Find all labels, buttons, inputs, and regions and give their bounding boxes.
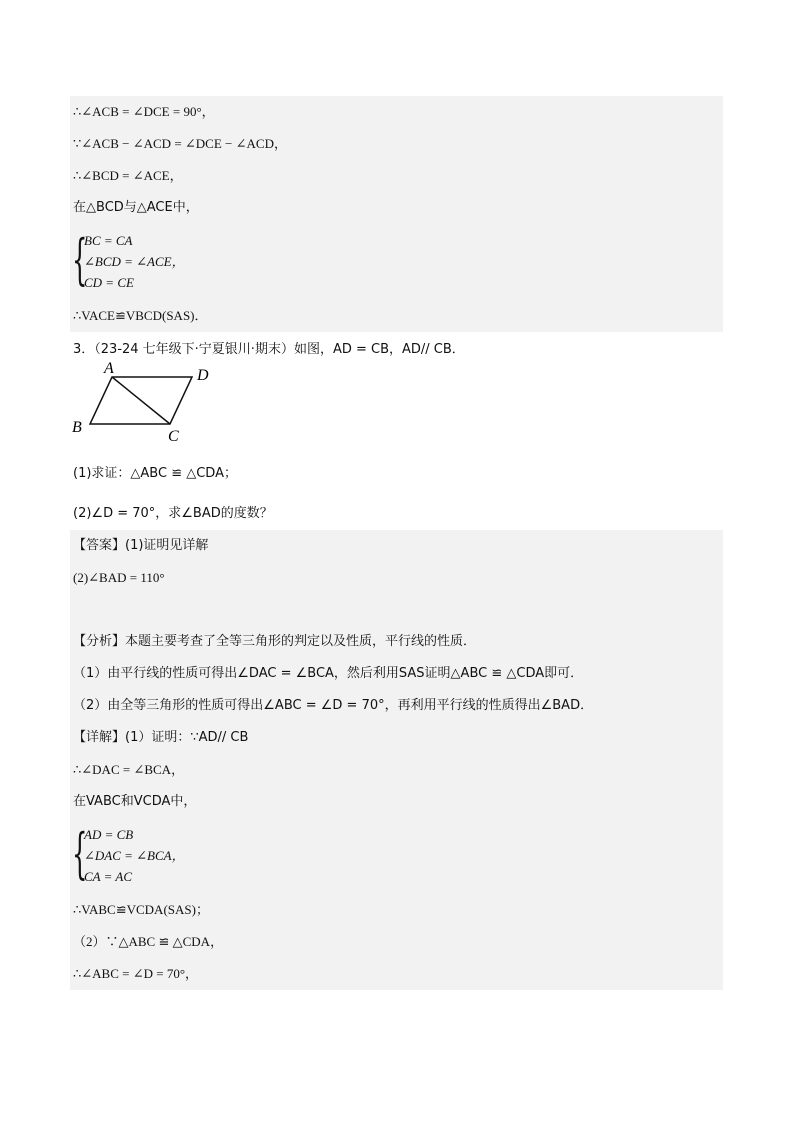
- system-row: CA = AC: [84, 869, 133, 884]
- proof-line: ∴∠ACB = ∠DCE = 90°，: [70, 96, 723, 128]
- blank-line: [70, 594, 723, 626]
- answer-line: 【答案】(1)证明见详解: [70, 530, 723, 562]
- figure-svg: [70, 360, 270, 450]
- proof-line: ∴∠BCD = ∠ACE，: [70, 160, 723, 192]
- question-part2: (2)∠D = 70°，求∠BAD的度数？: [70, 498, 723, 530]
- system-row: BC = CA: [84, 233, 133, 248]
- proof-line: ∴VACE≌VBCD(SAS)．: [70, 300, 723, 332]
- detail-line: 在VABC和VCDA中，: [70, 786, 723, 818]
- brace-symbol: {: [72, 822, 88, 885]
- label-d: D: [197, 367, 209, 384]
- question-part1: (1)求证：△ABC ≌ △CDA；: [70, 458, 723, 490]
- equation-system: [70, 224, 723, 300]
- proof-line: ∵∠ACB − ∠ACD = ∠DCE − ∠ACD，: [70, 128, 723, 160]
- diagonal-ac: [112, 377, 170, 424]
- detail-line: ∴∠DAC = ∠BCA，: [70, 754, 723, 786]
- system-row: ∠DAC = ∠BCA，: [84, 848, 185, 863]
- label-c: C: [168, 428, 179, 445]
- analysis-line: 【分析】本题主要考查了全等三角形的判定以及性质，平行线的性质．: [70, 626, 723, 658]
- document-content: [70, 96, 723, 990]
- answer-line: (2)∠BAD = 110°: [70, 562, 723, 594]
- analysis-line: （2）由全等三角形的性质可得出∠ABC = ∠D = 70°，再利用平行线的性质得出∠BAD．: [70, 690, 723, 722]
- system-row: ∠BCD = ∠ACE，: [84, 254, 185, 269]
- question-title: 3．（23-24 七年级下·宁夏银川·期末）如图，AD = CB，AD// CB．: [70, 334, 723, 366]
- proof-line: 在△BCD与△ACE中，: [70, 192, 723, 224]
- parallelogram-figure: [70, 360, 723, 498]
- detail-line: （2）∵△ABC ≌ △CDA，: [70, 926, 723, 958]
- brace-symbol: {: [72, 228, 88, 291]
- detail-line: ∴VABC≌VCDA(SAS)；: [70, 894, 723, 926]
- equation-system: [70, 818, 723, 894]
- detail-line: 【详解】(1）证明：∵AD// CB: [70, 722, 723, 754]
- system-row: AD = CB: [84, 827, 134, 842]
- label-a: A: [104, 360, 114, 377]
- detail-line: ∴∠ABC = ∠D = 70°，: [70, 958, 723, 990]
- system-row: CD = CE: [84, 275, 134, 290]
- analysis-line: （1）由平行线的性质可得出∠DAC = ∠BCA，然后利用SAS证明△ABC ≌ △CDA即可．: [70, 658, 723, 690]
- label-b: B: [72, 419, 82, 436]
